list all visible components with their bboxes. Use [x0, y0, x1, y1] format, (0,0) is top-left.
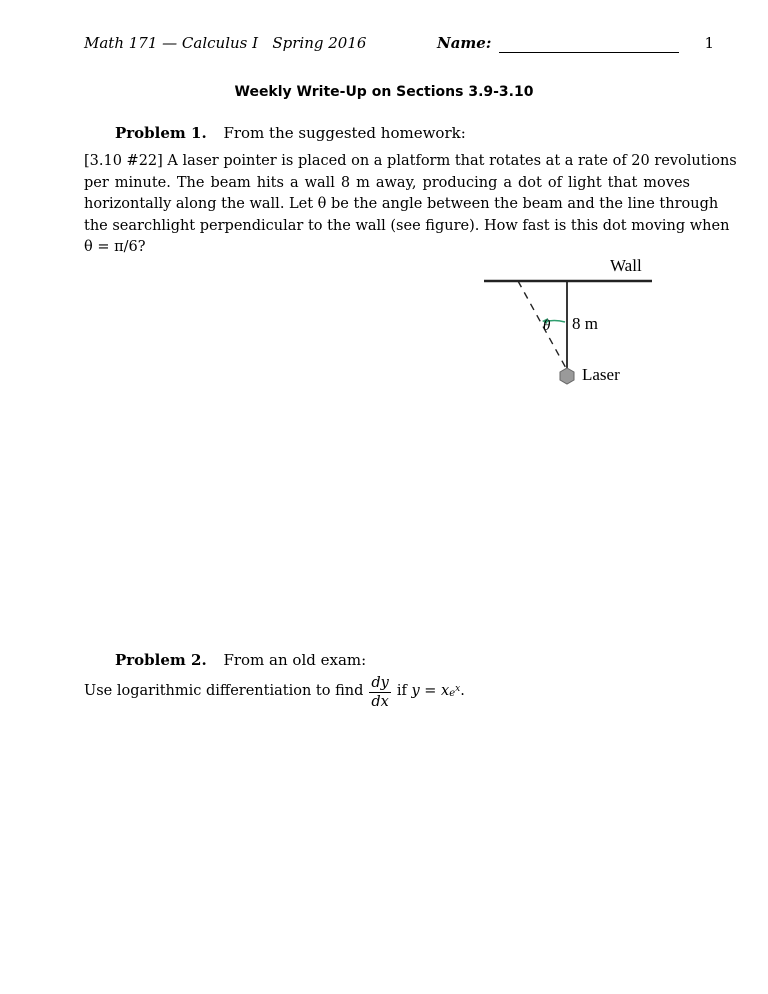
problem-1-line: per minute. The beam hits a wall 8 m away, producing a dot of light that moves [84, 174, 690, 191]
equation-period: . [460, 683, 465, 700]
problem-1-text [84, 151, 737, 259]
laser-label: Laser [582, 365, 620, 384]
problem-1-line: [3.10 #22] A laser pointer is placed on a platform that rotates at a rate of 20 revolutions [84, 153, 737, 169]
problem-2-label: Problem 2. [115, 651, 207, 669]
equation-lhs: y = x [411, 683, 450, 700]
wall-label: Wall [610, 256, 642, 275]
problem-2-text [84, 672, 690, 712]
angle-label: θ [543, 318, 551, 334]
problem-2-if: if [396, 683, 407, 700]
laser-wall-figure [478, 256, 658, 388]
page-header [84, 34, 714, 58]
problem-1-intro: From the suggested homework: [223, 124, 466, 142]
course-info: Math 171 — Calculus I Spring 2016 [84, 34, 367, 52]
fraction-numerator: dy [371, 674, 389, 691]
problem-2-heading [115, 651, 366, 669]
fraction-denominator: dx [371, 693, 389, 710]
document-title: Weekly Write-Up on Sections 3.9-3.10 [234, 84, 534, 100]
problem-2-intro: From an old exam: [223, 651, 367, 669]
problem-1-label: Problem 1. [115, 124, 207, 142]
problem-1-line: θ = π/6? [84, 239, 146, 255]
problem-2-text-before: Use logarithmic differentiation to find [84, 683, 364, 700]
name-blank-line [499, 52, 679, 53]
problem-1-heading [115, 124, 466, 142]
problem-1-line: horizontally along the wall. Let θ be the angle between the beam and the line through [84, 196, 719, 212]
name-label: Name: [437, 34, 492, 52]
exponent-base: e [449, 688, 456, 700]
exponent-exponent: x [455, 684, 461, 695]
distance-label: 8 m [572, 314, 598, 333]
problem-1-line: the searchlight perpendicular to the wall (see figure). How fast is this dot moving when [84, 217, 730, 234]
exponent [449, 679, 460, 705]
laser-icon [560, 368, 574, 384]
page-number: 1 [704, 34, 714, 52]
derivative-fraction [369, 674, 390, 711]
